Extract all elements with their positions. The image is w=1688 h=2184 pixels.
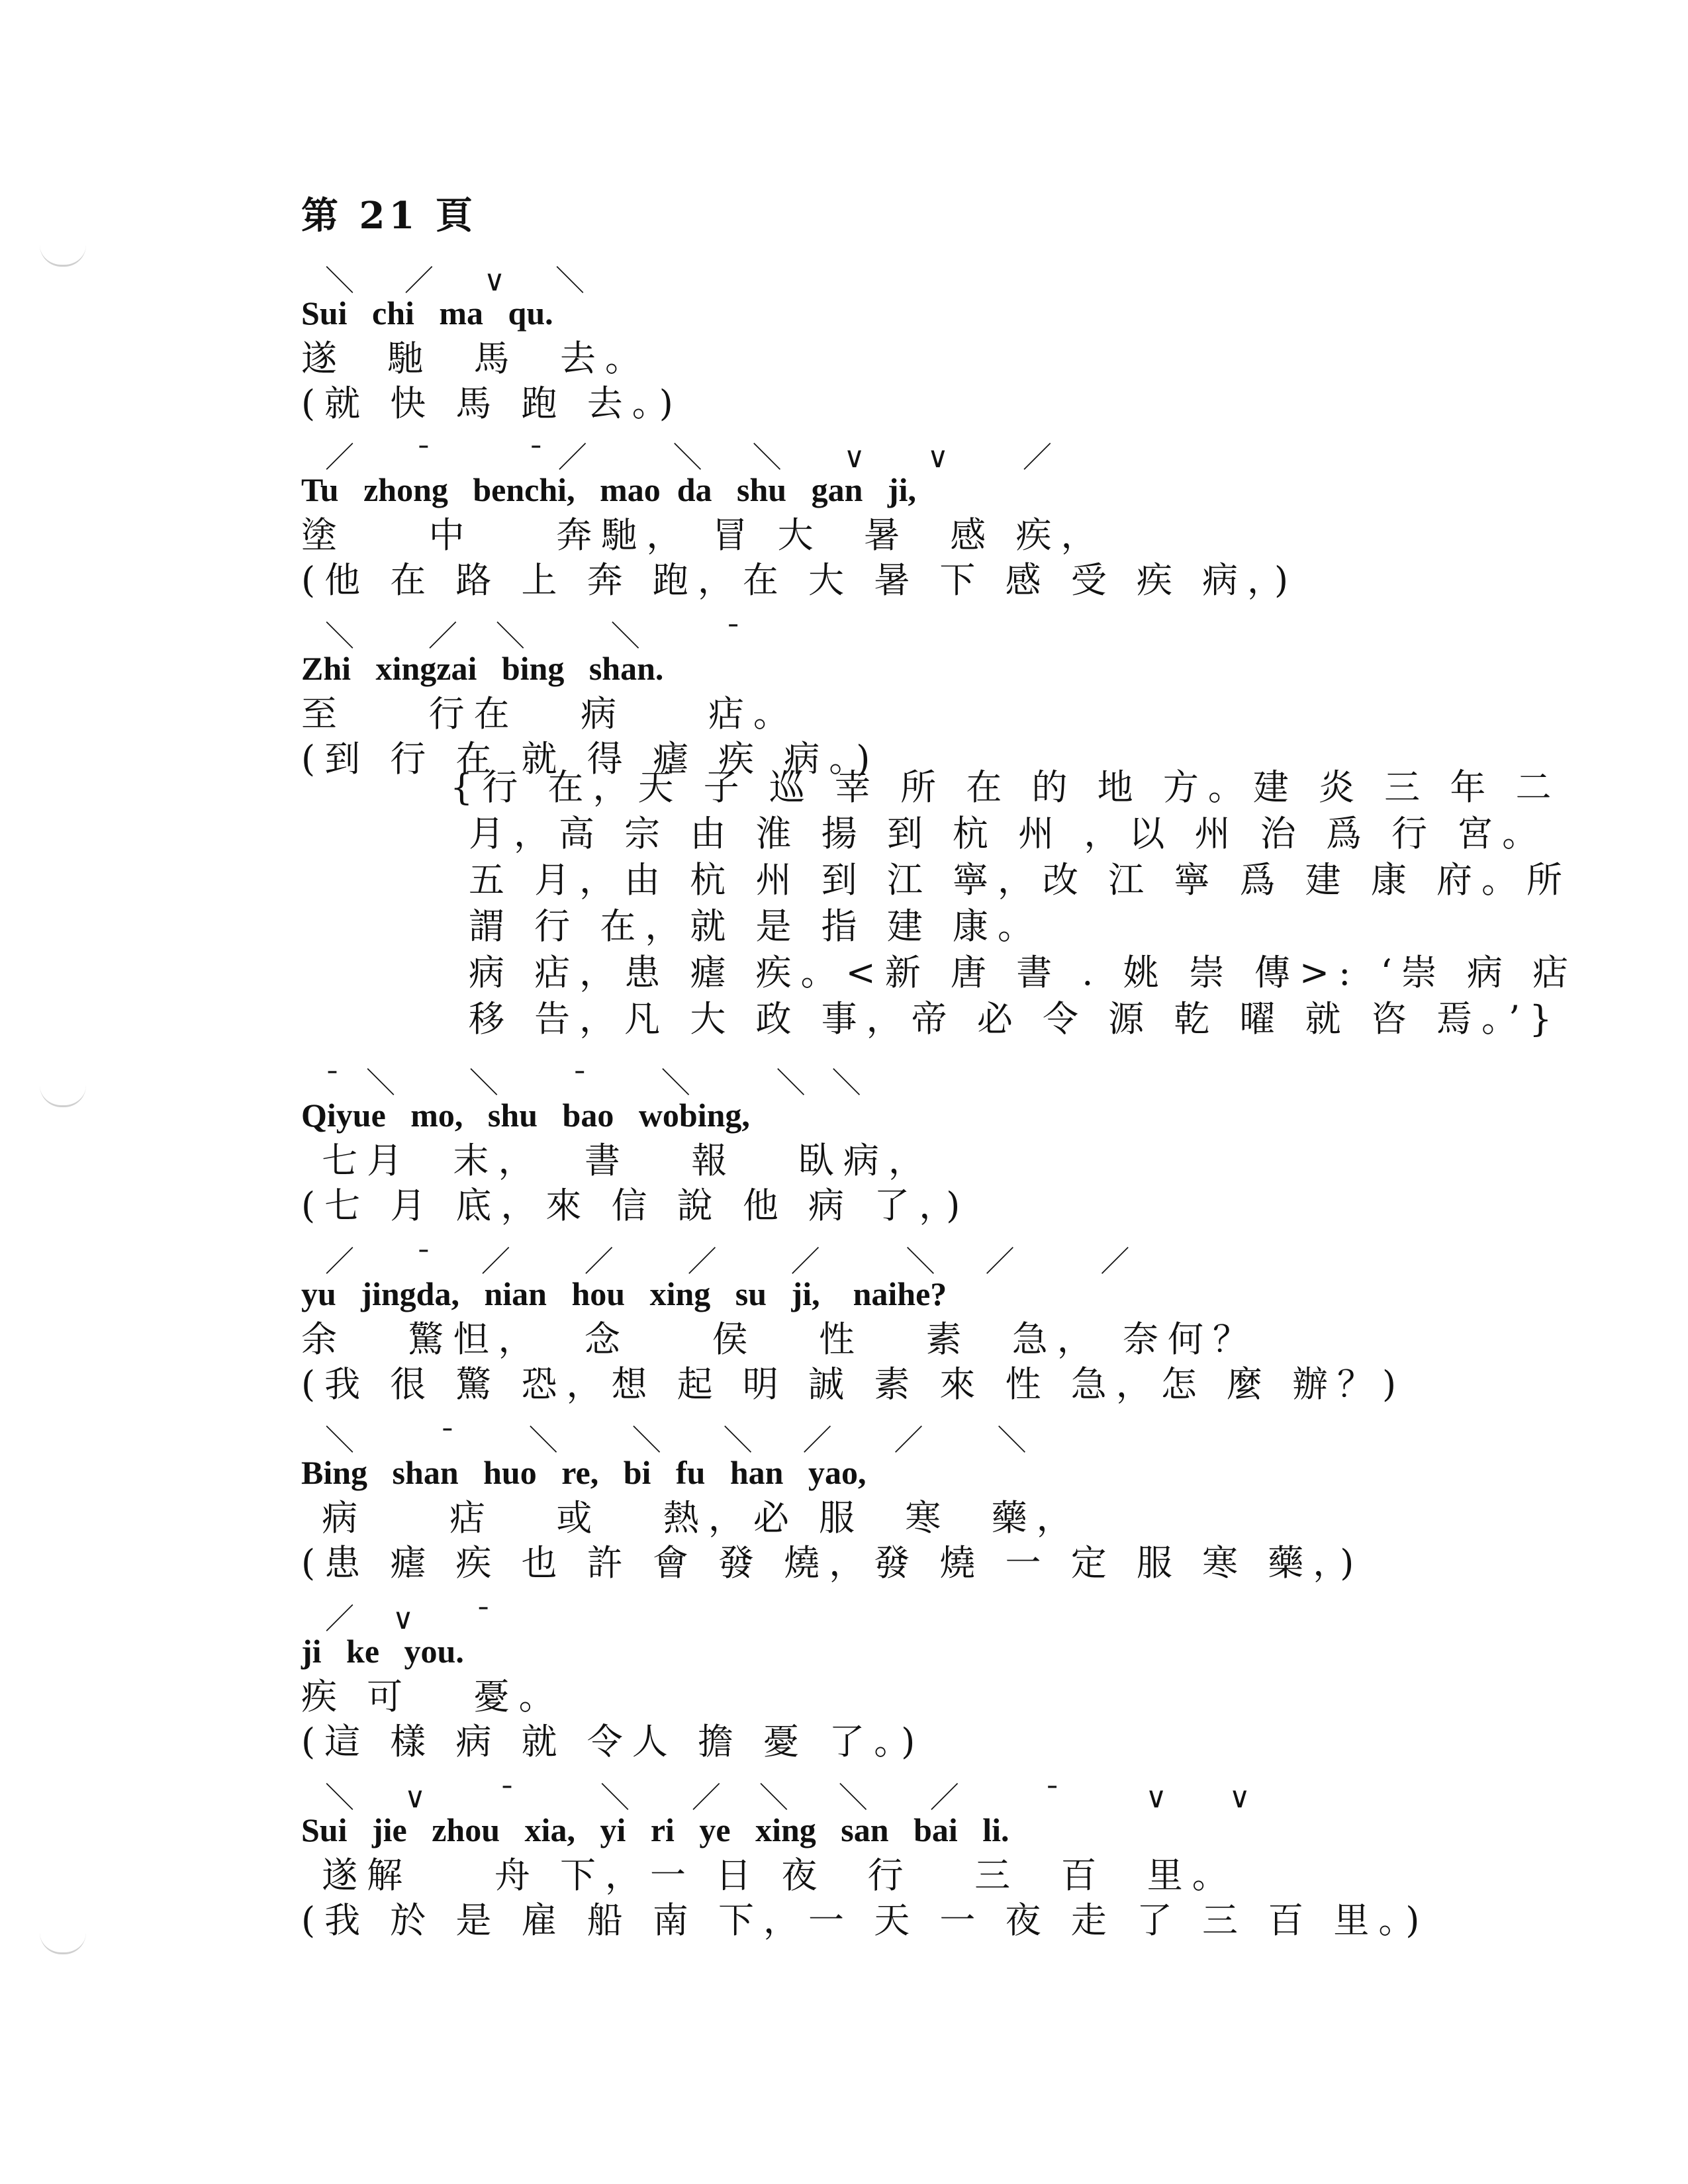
verse-stanza [301,1238,1493,1407]
modern-translation-line: (到 行 在 就 得 瘧 疾 病。) [301,738,880,780]
pinyin-line: Sui jie zhou xia, yi ri ye xing san bai li. [301,1811,1009,1848]
note-line: {行 在，天 子 巡 幸 所 在 的 地 方。建 炎 三 年 二 [450,766,1561,808]
classical-chinese-line: 塗 中 奔馳， 冒 大 暑 感 疾， [301,514,1106,556]
verse-stanza [301,1595,1493,1764]
verse-stanza [301,1059,1493,1228]
binder-hole-mark [40,1933,86,1954]
verse-stanza [301,1416,1493,1586]
classical-chinese-line: 病 痁 或 熱，必 服 寒 藥， [301,1497,1082,1539]
pinyin-line: Qiyue mo, shu bao wobing, [301,1097,750,1134]
pinyin-line: ji ke you. [301,1633,464,1670]
note-line: 移 告，凡 大 政 事，帝 必 令 源 乾 曜 就 咨 焉。’} [469,998,1562,1040]
tone-marks: ／ ¯ ／ ／ ／ ／ ＼ ／ ／ [301,1245,1133,1279]
modern-translation-line: (患 瘧 疾 也 許 會 發 燒，發 燒 一 定 服 寒 藥，) [301,1542,1364,1584]
modern-translation-line: (就 快 馬 跑 去。) [301,383,682,424]
pinyin-line: Bing shan huo re, bi fu han yao, [301,1454,867,1491]
note-line: 謂 行 在，就 是 指 建 康。 [469,905,1043,947]
verse-stanza [301,433,1493,603]
tone-marks: ＼ ∨ ¯ ＼ ／ ＼ ＼ ／ ¯ ∨ ∨ [301,1781,1253,1815]
verse-stanza [301,1774,1493,1943]
tone-marks: ＼ ¯ ＼ ＼ ＼ ／ ／ ＼ [301,1424,1029,1457]
tone-marks: ¯ ＼ ＼ ¯ ＼ ＼ ＼ [301,1066,864,1100]
tone-marks: ／ ∨ ¯ [301,1602,494,1636]
note-line: 病 痁，患 瘧 疾。<新 唐 書 . 姚 崇 傳>: ‘崇 病 痁 [469,952,1577,993]
pinyin-line: Tu zhong benchi, mao da shu gan ji, [301,471,916,508]
binder-hole-mark [40,1085,86,1107]
classical-chinese-line: 疾 可 憂。 [301,1676,564,1717]
classical-chinese-line: 至 行在 病 痁。 [301,693,798,735]
tone-marks: ＼ ／ ＼ ＼ ¯ [301,619,743,653]
pinyin-line: yu jingda, nian hou xing su ji, naihe? [301,1275,947,1312]
note-line: 五 月，由 杭 州 到 江 寧，改 江 寧 爲 建 康 府。所 [469,859,1571,901]
pinyin-line: Sui chi ma qu. [301,295,553,332]
tone-marks: ／ ¯ ¯ ／ ＼ ＼ ∨ ∨ ／ [301,441,1055,475]
classical-chinese-line: 遂 馳 馬 去。 [301,338,650,379]
modern-translation-line: (這 樣 病 就 令人 擔 憂 了。) [301,1721,925,1762]
pinyin-line: Zhi xingzai bing shan. [301,650,664,687]
note-line: 月，高 宗 由 淮 揚 到 杭 州 ，以 州 治 爲 行 宮。 [469,813,1548,854]
modern-translation-line: (我 於 是 雇 船 南 下，一 天 一 夜 走 了 三 百 里。) [301,1899,1429,1941]
classical-chinese-line: 余 驚怛， 念 侯 性 素 急， 奈何？ [301,1318,1258,1360]
annotation-note [450,764,1577,1042]
classical-chinese-line: 遂解 舟 下，一 日 夜 行 三 百 里。 [301,1854,1237,1896]
modern-translation-line: (我 很 驚 恐，想 起 明 誠 素 來 性 急，怎 麼 辦？) [301,1363,1406,1405]
binder-hole-mark [40,245,86,267]
modern-translation-line: (七 月 底，來 信 說 他 病 了，) [301,1185,970,1226]
classical-chinese-line: 七月 末， 書 報 臥病， [301,1140,933,1181]
verse-stanza [301,257,1493,426]
modern-translation-line: (他 在 路 上 奔 跑，在 大 暑 下 感 受 疾 病，) [301,559,1298,601]
page-title: 第 21 頁 [301,194,477,238]
verse-stanza [301,612,1493,782]
tone-marks: ＼ ／ ∨ ＼ [301,264,588,298]
